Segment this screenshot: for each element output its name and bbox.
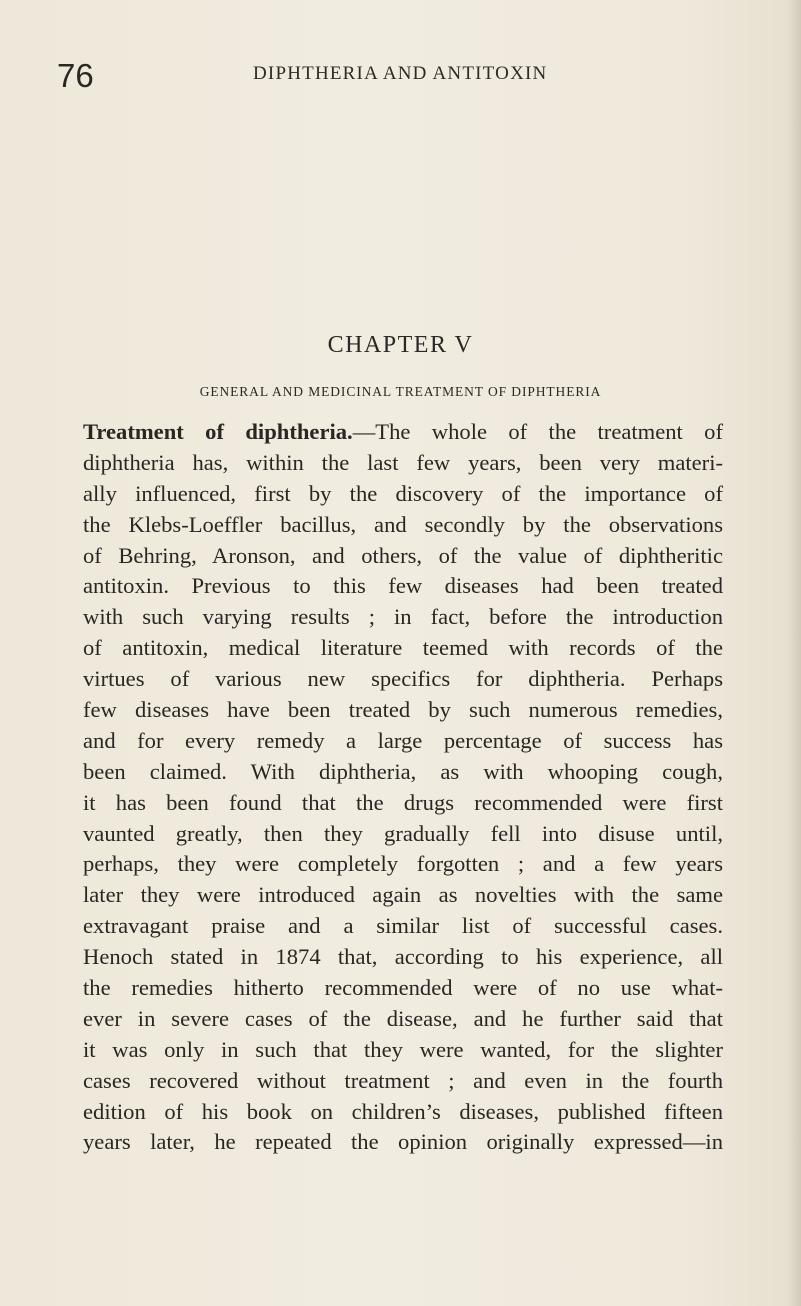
text-line: diphtheria has, within the last few years, been very materi- — [83, 449, 723, 475]
running-head: DIPHTHERIA AND ANTITOXIN — [253, 63, 548, 84]
text-line: Henoch stated in 1874 that, according to his experience, all — [83, 944, 723, 970]
text-line: later they were introduced again as novelties with the same — [83, 882, 723, 908]
text-line: of antitoxin, medical literature teemed with records of the — [83, 635, 723, 661]
text-line: years later, he repeated the opinion originally expressed—in — [83, 1129, 723, 1155]
first-line-text: —The whole of the treatment of — [352, 419, 724, 444]
text-line: of Behring, Aronson, and others, of the value of diphtheritic — [83, 542, 723, 568]
chapter-title: CHAPTER V — [327, 332, 474, 358]
paragraph-lead-heading: Treatment of diphtheria. — [83, 419, 353, 444]
text-line: and for every remedy a large percentage of success has — [83, 727, 723, 753]
text-line: the Klebs-Loeffler bacillus, and secondly by the observations — [83, 511, 723, 537]
page-number: 76 — [57, 57, 94, 94]
text-line: vaunted greatly, then they gradually fell into disuse until, — [83, 820, 723, 846]
text-line: extravagant praise and a similar list of successful cases. — [83, 913, 723, 939]
text-line: it was only in such that they were wanted, for the slighter — [83, 1036, 723, 1062]
text-line: perhaps, they were completely forgotten ; and a few years — [83, 851, 723, 877]
text-line: cases recovered without treatment ; and even in the fourth — [83, 1067, 723, 1093]
text-line: the remedies hitherto recommended were of no use what- — [83, 975, 723, 1001]
text-line: it has been found that the drugs recommended were first — [83, 789, 723, 815]
text-line: ever in severe cases of the disease, and he further said that — [83, 1005, 723, 1031]
text-line: ally influenced, first by the discovery of the importance of — [83, 480, 723, 506]
text-line — [83, 417, 723, 448]
text-line: antitoxin. Previous to this few diseases had been treated — [83, 573, 723, 599]
text-line: been claimed. With diphtheria, as with whooping cough, — [83, 758, 723, 784]
page-edge-shadow — [787, 0, 801, 1306]
text-line: few diseases have been treated by such numerous remedies, — [83, 697, 723, 723]
chapter-subtitle: GENERAL AND MEDICINAL TREATMENT OF DIPHTHERIA — [199, 384, 602, 399]
text-line: virtues of various new specifics for diphtheria. Perhaps — [83, 666, 723, 692]
text-line: with such varying results ; in fact, before the introduction — [83, 604, 723, 630]
body-paragraph — [83, 417, 723, 1158]
text-line: edition of his book on children’s diseases, published fifteen — [83, 1098, 723, 1124]
